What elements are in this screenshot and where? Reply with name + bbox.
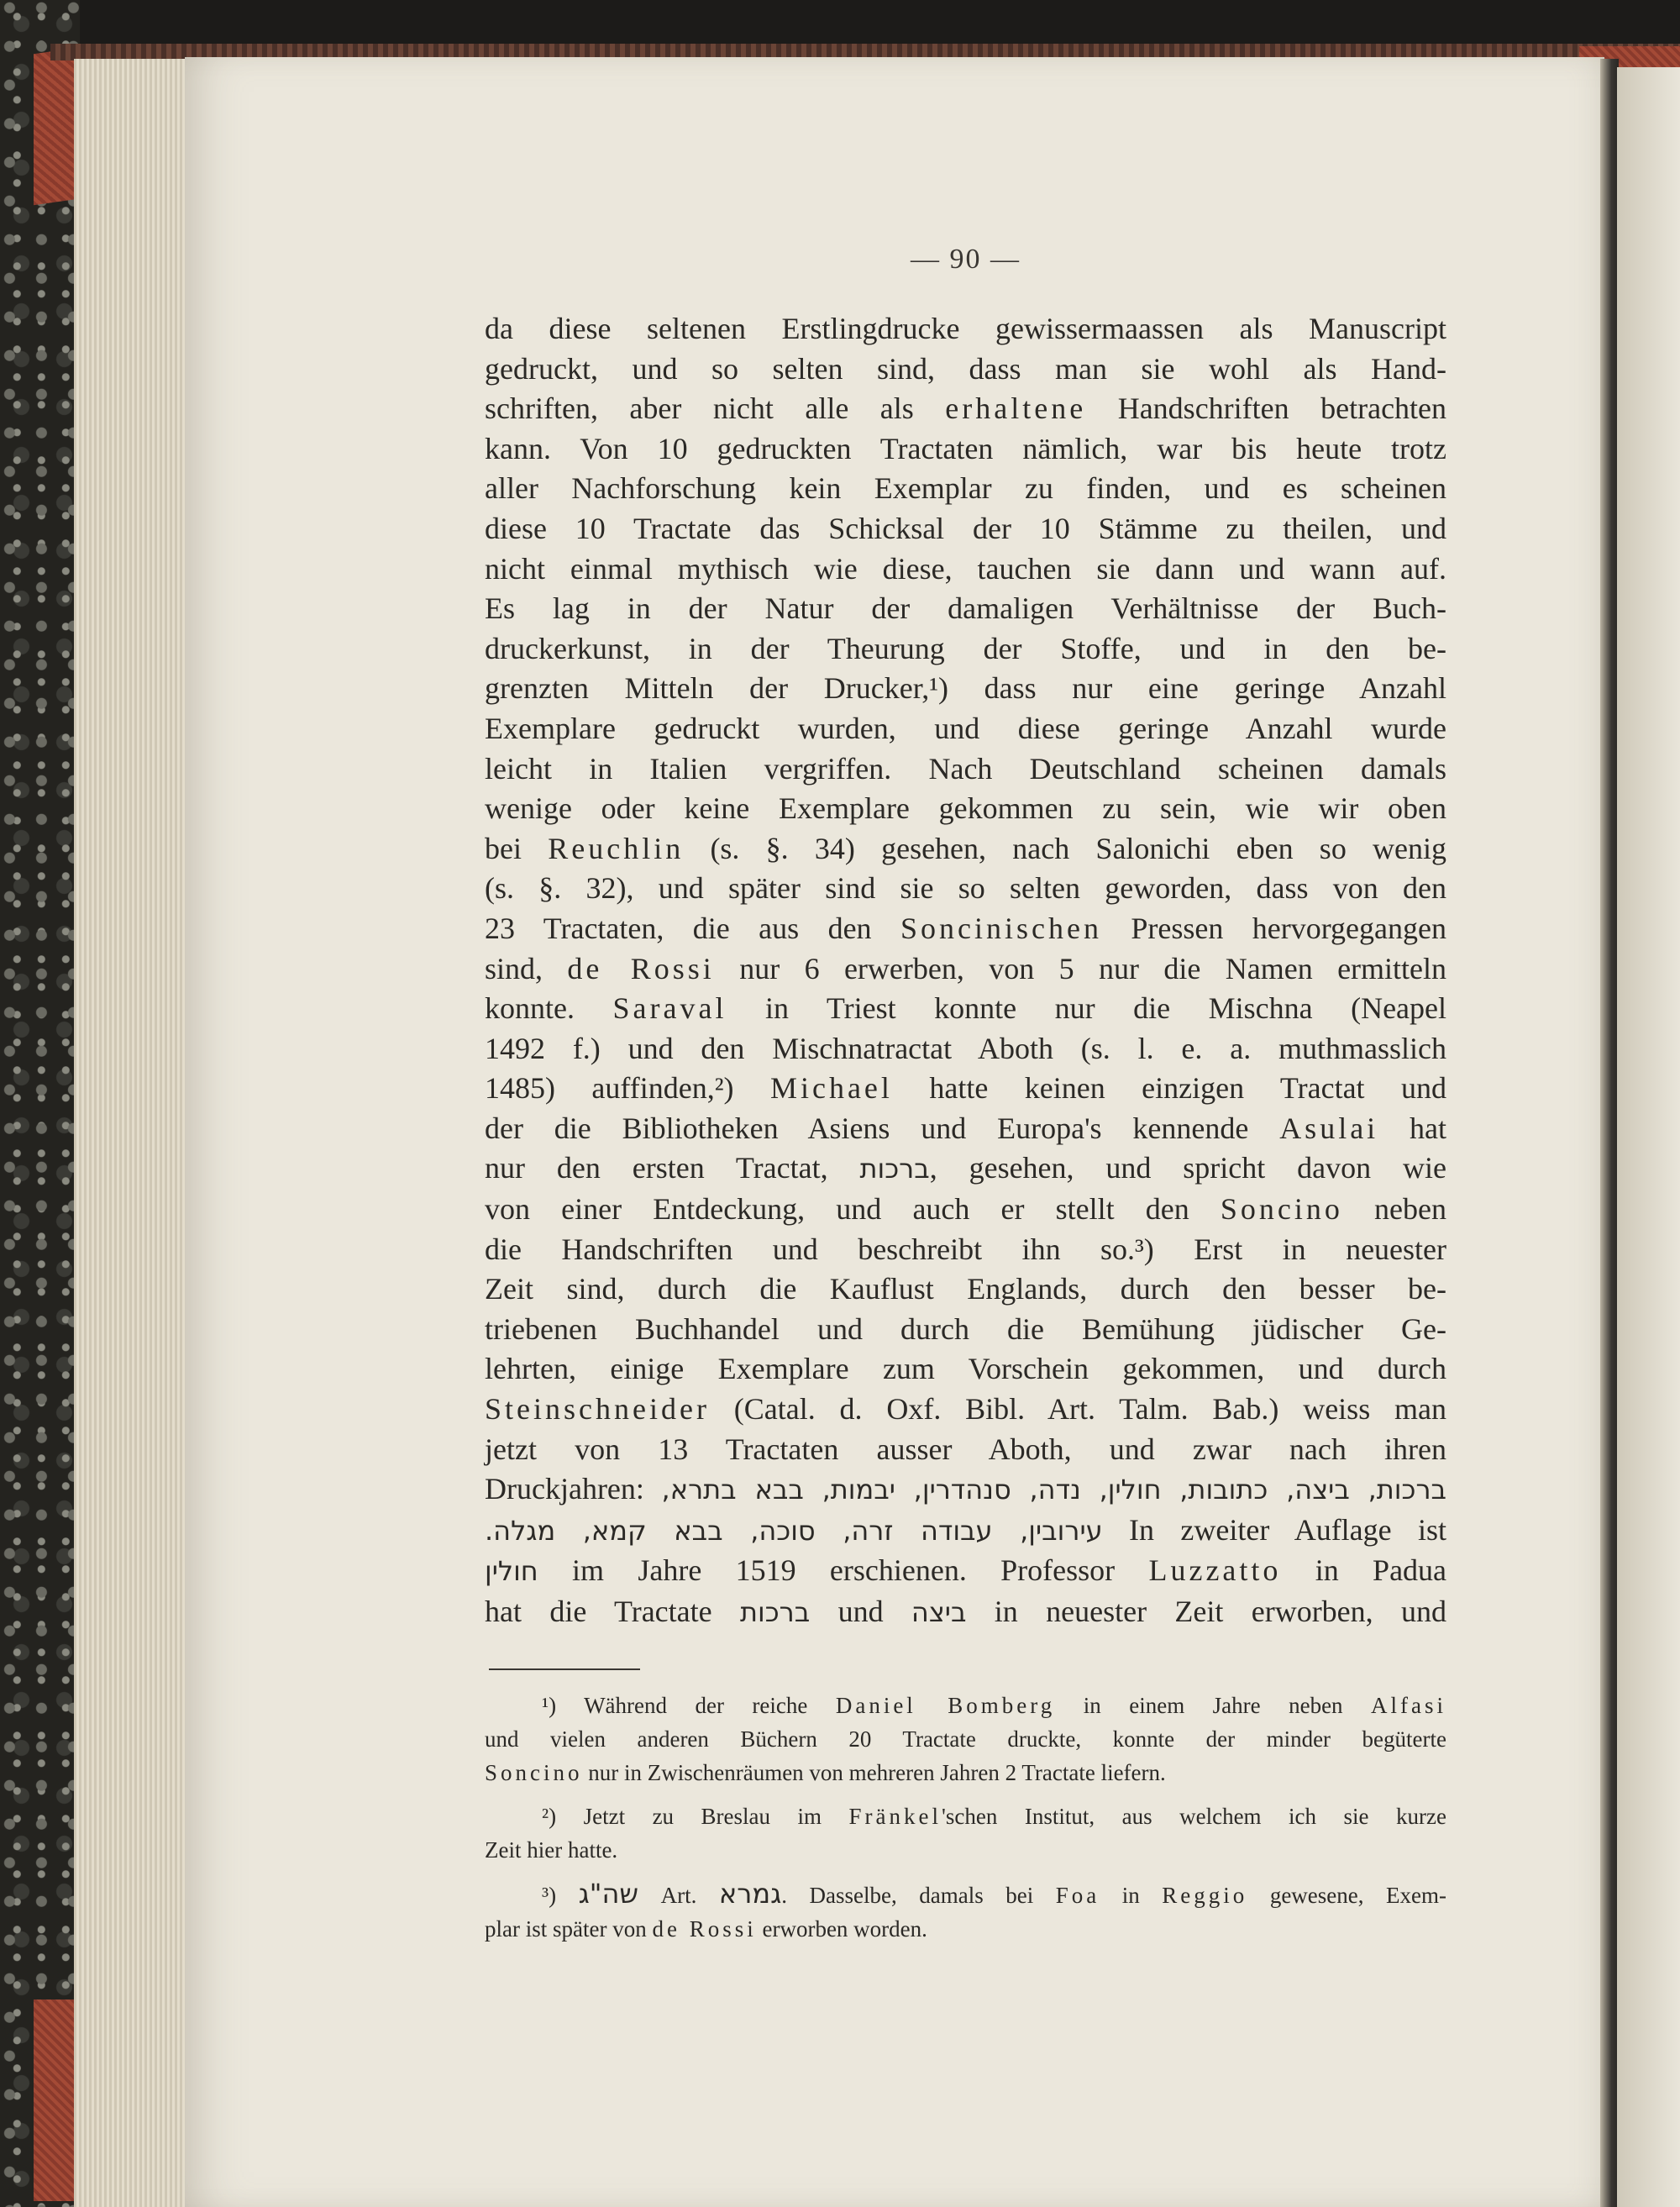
text-line: lehrten, einige Exemplare zum Vorschein gekommen, und durch bbox=[485, 1352, 1446, 1386]
hebrew-term: גמרא bbox=[718, 1877, 782, 1910]
footnote-divider bbox=[489, 1668, 640, 1670]
footnote-2: ²) Jetzt zu Breslau im Fränkel'schen Institut, aus welchem ich sie kurze Zeit hier hatte. bbox=[485, 1803, 1446, 1863]
text-line: חולין im Jahre 1519 erschienen. Professor Luzzatto in Padua bbox=[485, 1553, 1447, 1588]
page-block-edges bbox=[74, 59, 192, 2207]
book-gutter bbox=[1600, 59, 1619, 2207]
text-line: (s. §. 32), und später sind sie so selten geworden, dass von den bbox=[485, 871, 1446, 906]
hebrew-term: ברכות bbox=[859, 1153, 930, 1185]
hebrew-tractate-list: עירובין, עבודה זרה, סוכה, בבא קמא, מגלה. bbox=[485, 1514, 1103, 1547]
marbled-book-edge bbox=[0, 0, 80, 2207]
text-line: עירובין, עבודה זרה, סוכה, בבא קמא, מגלה. In zweiter Auflage ist bbox=[485, 1512, 1447, 1547]
text-line: diese 10 Tractate das Schicksal der 10 Stämme zu theilen, und bbox=[485, 511, 1446, 545]
hebrew-tractate-list: ברכות, ביצה, כתובות, חולין, נדה, סנהדרין, יבמות, בבא בתרא, bbox=[661, 1474, 1446, 1506]
text-line: Druckjahren: ברכות, ביצה, כתובות, חולין, נדה, סנהדרין, יבמות, בבא בתרא, bbox=[485, 1472, 1446, 1506]
page-content bbox=[485, 244, 1446, 1956]
text-line: nur den ersten Tractat, ברכות, gesehen, und spricht davon wie bbox=[485, 1151, 1446, 1185]
text-line: von einer Entdeckung, und auch er stellt den Soncino neben bbox=[485, 1192, 1447, 1227]
text-line: da diese seltenen Erstlingdrucke gewissermaassen als Manuscript bbox=[485, 312, 1446, 345]
text-line: konnte. Saraval in Triest konnte nur die Mischna (Neapel bbox=[485, 991, 1447, 1026]
facing-page-edge bbox=[1617, 67, 1680, 2207]
text-line: 1492 f.) und den Mischnatractat Aboth (s. l. e. a. muthmasslich bbox=[485, 1031, 1446, 1065]
text-line: sind, de Rossi nur 6 erwerben, von 5 nur die Namen ermitteln bbox=[485, 951, 1447, 985]
hebrew-term: שה"ג bbox=[578, 1877, 639, 1910]
text-line: nicht einmal mythisch wie diese, tauchen sie dann und wann auf. bbox=[485, 551, 1446, 586]
hebrew-term: חולין bbox=[485, 1555, 538, 1588]
text-line: triebenen Buchhandel und durch die Bemühung jüdischer Ge- bbox=[485, 1311, 1446, 1346]
text-line: 1485) auffinden,²) Michael hatte keinen einzigen Tractat und bbox=[485, 1071, 1446, 1106]
text-line: druckerkunst, in der Theurung der Stoffe, und in den be- bbox=[485, 631, 1446, 665]
text-line: bei Reuchlin (s. §. 34) gesehen, nach Salonichi eben so wenig bbox=[485, 831, 1447, 865]
text-line: leicht in Italien vergriffen. Nach Deutschland scheinen damals bbox=[485, 751, 1446, 786]
text-line: hat die Tractate ברכות und ביצה in neuester Zeit erworben, und bbox=[485, 1595, 1447, 1628]
text-line: wenige oder keine Exemplare gekommen zu sein, wie wir oben bbox=[485, 791, 1446, 826]
footnote-1: ¹) Während der reiche Daniel Bomberg in einem Jahre neben Alfasi und vielen anderen Büchern 20 Tractate druckte, konnte der minder begüterte Soncino nur in Zwischenräumen von mehreren Jahren 2 Tractate liefern. bbox=[485, 1692, 1447, 1785]
footnote-3: ³) שה"ג Art. גמרא. Dasselbe, damals bei Foa in Reggio gewesene, Exem- plar ist später von de Rossi erworben worden. bbox=[485, 1877, 1446, 1942]
text-line: schriften, aber nicht alle als erhaltene Handschriften betrachten bbox=[485, 391, 1447, 426]
text-line: Exemplare gedruckt wurden, und diese geringe Anzahl wurde bbox=[485, 711, 1446, 745]
text-line: Steinschneider (Catal. d. Oxf. Bibl. Art. Talm. Bab.) weiss man bbox=[485, 1392, 1446, 1427]
text-line: Es lag in der Natur der damaligen Verhältnisse der Buch- bbox=[485, 591, 1446, 626]
hebrew-term: ברכות bbox=[739, 1596, 811, 1628]
body-text bbox=[485, 309, 1446, 1633]
text-line: aller Nachforschung kein Exemplar zu finden, und es scheinen bbox=[485, 471, 1446, 506]
page-number: — 90 — bbox=[911, 244, 1021, 275]
text-line: grenzten Mitteln der Drucker,¹) dass nur eine geringe Anzahl bbox=[485, 671, 1446, 706]
text-line: jetzt von 13 Tractaten ausser Aboth, und zwar nach ihren bbox=[485, 1432, 1446, 1466]
text-line: Zeit sind, durch die Kauflust Englands, durch den besser be- bbox=[485, 1272, 1446, 1306]
text-line: 23 Tractaten, die aus den Soncinischen Pressen hervorgegangen bbox=[485, 911, 1446, 945]
text-line: die Handschriften und beschreibt ihn so.³) Erst in neuester bbox=[485, 1232, 1446, 1266]
text-line: kann. Von 10 gedruckten Tractaten nämlich, war bis heute trotz bbox=[485, 431, 1446, 465]
hebrew-term: ביצה bbox=[911, 1596, 967, 1628]
text-line: gedruckt, und so selten sind, dass man sie wohl als Hand- bbox=[485, 351, 1446, 386]
text-line: der die Bibliotheken Asiens und Europa's kennende Asulai hat bbox=[485, 1111, 1447, 1145]
